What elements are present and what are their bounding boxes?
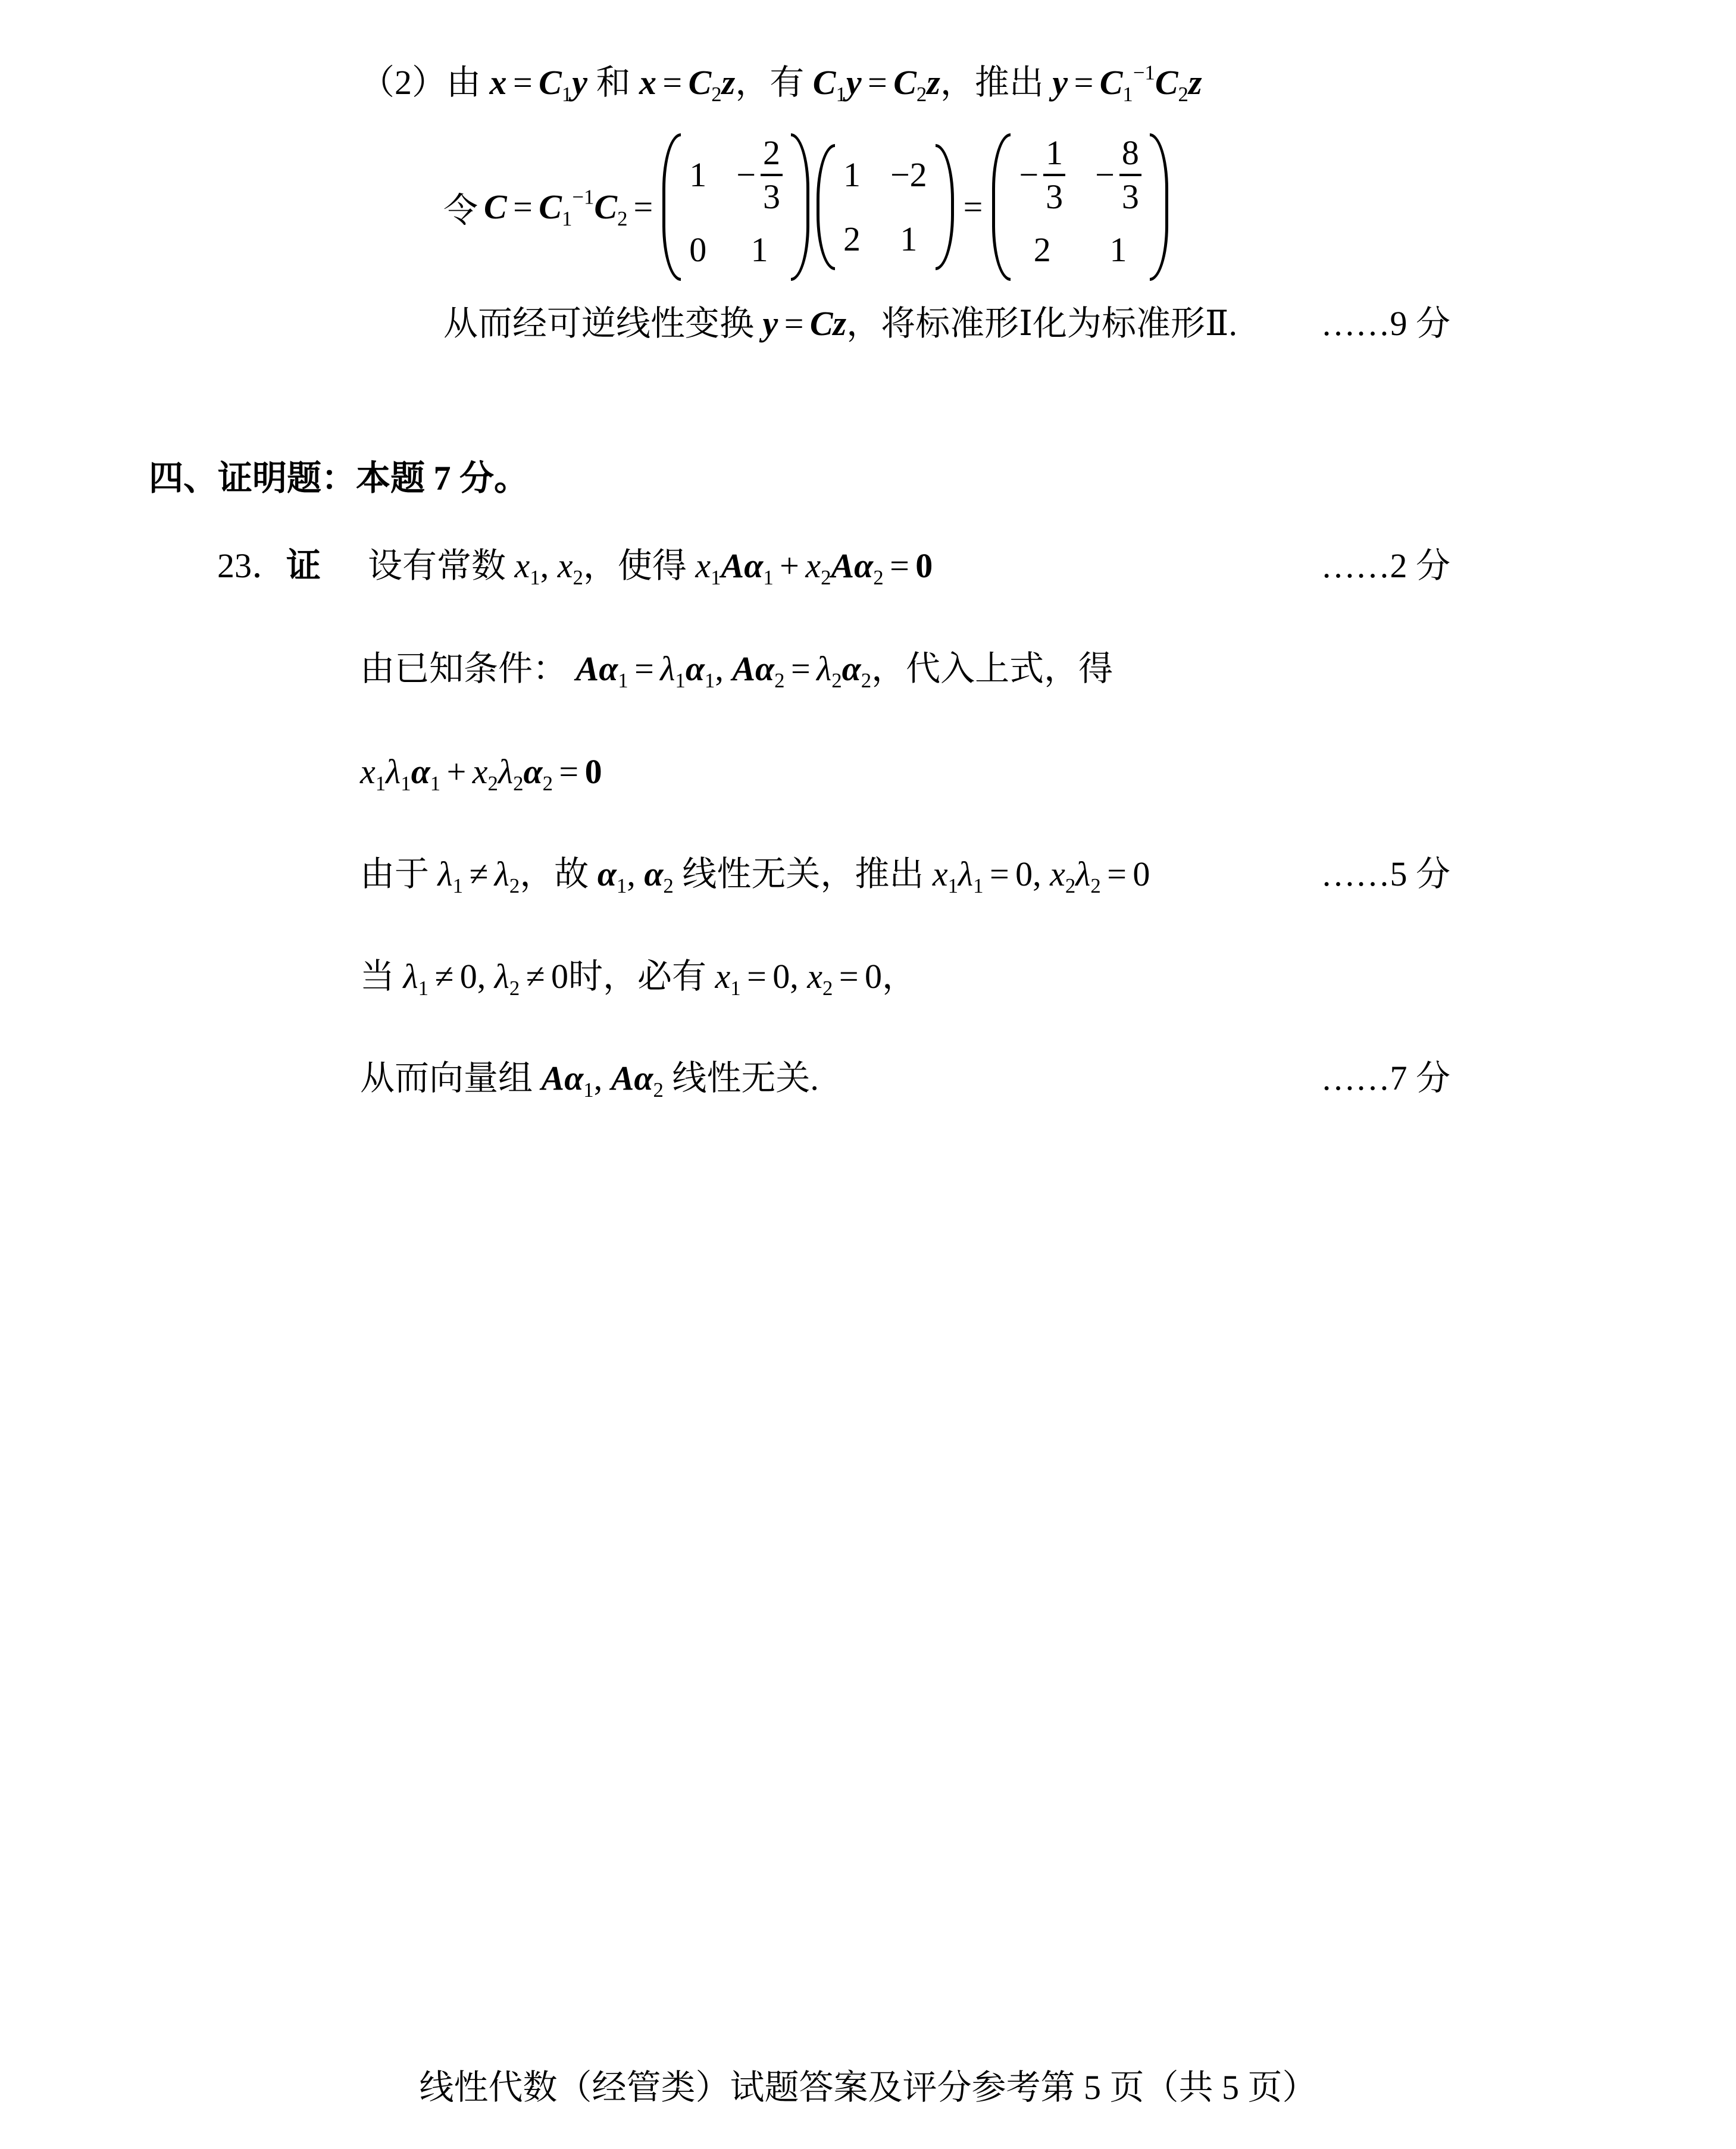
proof-word: 证 <box>286 546 321 585</box>
score-5: ……5 分 <box>1321 855 1450 893</box>
page-footer: 线性代数（经管类）试题答案及评分参考第 5 页（共 5 页） <box>419 2068 1317 2107</box>
proof-line1-text: 设有常数 <box>368 546 506 585</box>
formula-x1-x2: $x_1$, $x_2$ <box>514 546 583 590</box>
proof-line-4 <box>360 855 1150 898</box>
matrix-c2 <box>817 144 954 270</box>
transform-prefix: 从而经可逆线性变换 <box>443 304 755 343</box>
formula-x-c1y: $x = C_1y$ <box>489 63 587 107</box>
matrix-c1-inverse <box>662 133 809 281</box>
part2-and: 和 <box>596 63 631 102</box>
formula-lambda-nonzero: $\lambda_1 \ne 0$, $\lambda_2 \ne 0$ <box>403 957 569 1000</box>
proof-line-2 <box>360 649 1113 693</box>
proof-line6-end: 线性无关. <box>672 1059 819 1097</box>
proof-line5-end: ， <box>882 957 917 996</box>
score-7: ……7 分 <box>1321 1059 1450 1097</box>
formula-x-zero: $x_1 = 0$, $x_2 = 0$ <box>715 957 883 1000</box>
matrix-cell: 1 <box>900 220 918 258</box>
formula-x-lambda-zero: $x_1\lambda_1 = 0$, $x_2\lambda_2 = 0$ <box>932 855 1150 898</box>
proof-line4-mid: ，故 <box>520 855 589 893</box>
matrix-cell: −2 <box>890 155 927 194</box>
proof-line1-mid: ，使得 <box>583 546 687 585</box>
proof-line5-text: 当 <box>360 957 395 996</box>
equals-sign: = <box>633 187 653 226</box>
matrix-cell: 2 <box>843 220 861 258</box>
let-text: 令 <box>443 190 478 230</box>
score-9: ……9 分 <box>1321 304 1450 343</box>
transform-suffix: ，将标准形Ⅰ化为标准形Ⅱ. <box>846 304 1237 343</box>
part2-have: ，有 <box>735 63 805 102</box>
part2-label: （2）由 <box>360 63 481 102</box>
matrix-cell: − $\frac{2}{3}$ <box>736 136 783 214</box>
part2-line <box>360 61 1202 107</box>
proof-line2-text: 由已知条件： <box>360 649 568 688</box>
matrix-cell: − $\frac{8}{3}$ <box>1095 136 1141 214</box>
score-2: ……2 分 <box>1321 546 1450 585</box>
proof-line4-text: 由于 <box>360 855 430 893</box>
proof-line2-end: ，代入上式，得 <box>871 649 1113 688</box>
equals-sign: = <box>963 187 983 226</box>
proof-line4-mid2: 线性无关，推出 <box>682 855 924 893</box>
proof-line-5 <box>360 957 917 1000</box>
matrix-cell: 2 <box>1033 230 1051 269</box>
proof-line-6 <box>360 1059 819 1102</box>
matrix-equation <box>443 133 1172 277</box>
formula-y-cz: y = Cz <box>762 304 847 343</box>
matrix-cell: 1 <box>1109 230 1127 269</box>
matrix-cell: 1 <box>689 155 707 194</box>
matrix-cell: − $\frac{1}{3}$ <box>1019 136 1065 214</box>
part2-derive: ，推出 <box>940 63 1044 102</box>
matrix-cell: 1 <box>750 230 768 269</box>
proof-line-1 <box>217 546 933 590</box>
matrix-cell: 0 <box>689 230 707 269</box>
formula-y-c1inv-c2z: $y = C_1^{-1}C_2z$ <box>1052 61 1202 107</box>
formula-alpha1-alpha2: $\alpha_1$, $\alpha_2$ <box>597 855 674 898</box>
proof-line6-text: 从而向量组 <box>360 1059 533 1097</box>
proof-line-3 <box>360 752 602 796</box>
matrix-cell: 1 <box>843 155 861 194</box>
formula-linear-combo: $x_1A\alpha_1 + x_2A\alpha_2 = 0$ <box>695 546 933 590</box>
formula-lambda-combo: $x_1\lambda_1\alpha_1 + x_2\lambda_2\alpha_2 = 0$ <box>360 752 602 796</box>
proof-number: 23． <box>217 546 287 585</box>
formula-x-c2z: $x = C_2z$ <box>639 63 736 107</box>
section4-title: 四、证明题：本题 7 分。 <box>149 459 529 498</box>
matrix-c-result <box>992 133 1168 281</box>
formula-c1y-c2z: $C_1y = C_2z$ <box>812 63 940 107</box>
formula-c-def: $C = C_1^{-1}C_2$ <box>484 185 628 231</box>
formula-lambda-neq: $\lambda_1 \ne \lambda_2$ <box>437 855 520 898</box>
proof-line5-mid: 时，必有 <box>568 957 707 996</box>
transform-line <box>443 306 1237 341</box>
formula-a-alpha-group: $A\alpha_1$, $A\alpha_2$ <box>541 1059 664 1102</box>
formula-eigen-conditions: $A\alpha_1 = \lambda_1\alpha_1$, $A\alpha_2 = \lambda_2\alpha_2$ <box>575 649 872 693</box>
